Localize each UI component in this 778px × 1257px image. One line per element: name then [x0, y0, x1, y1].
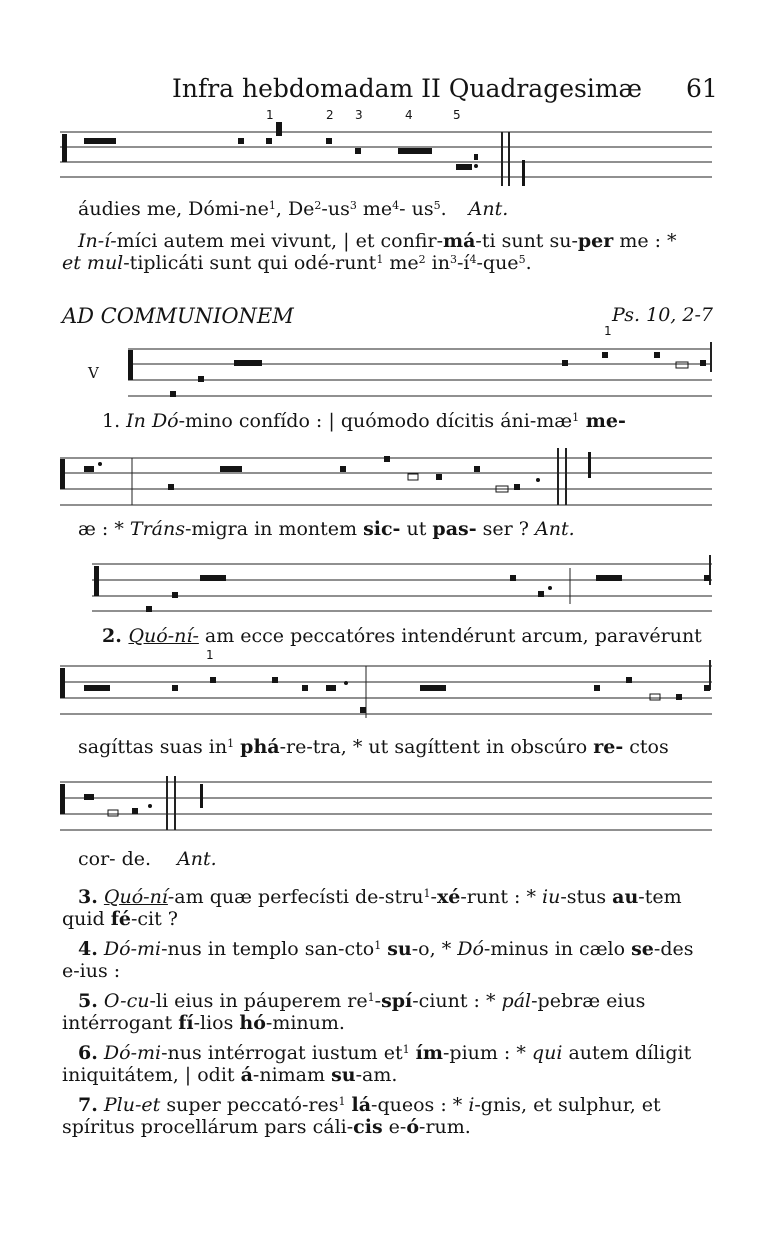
psalm-verse-7: 7. Plu-et super peccató-res$^1$ lá-queos : * i-gnis, et sulphur, et — [78, 1094, 661, 1116]
psalm-verse-5: 5. O-cu-li eius in páuperem $re^1-spí$-ciunt : * pál-pebræ eius — [78, 990, 646, 1012]
psalm-verse-4-cont: e-ius : — [62, 960, 121, 982]
section-title: AD COMMUNIONEM — [62, 304, 294, 328]
neumes-2 — [128, 350, 706, 397]
staff-4 — [92, 555, 712, 611]
chant-lyric-line: cor- de. Ant. — [78, 848, 217, 870]
staff-1 — [60, 132, 712, 186]
psalm-verse-line: et mul-tiplicáti sunt qui odé-runt$^1$ $me^2$ $in^3-í^4-que^5$. — [62, 252, 532, 274]
versicle-mark: V — [88, 364, 99, 382]
chant-lyric-line: æ : * Tráns-migra in montem sic- ut pas- ser ? Ant. — [78, 518, 575, 540]
tone-number: 3 — [355, 108, 363, 122]
neumes-6 — [60, 784, 203, 816]
page-number: 61 — [686, 74, 718, 103]
psalm-verse-5-cont: intérrogant fí-lios hó-minum. — [62, 1012, 345, 1034]
psalm-verse-3: 3. Quó-ní-am quæ perfecísti de-stru$^1$-xé-runt : * iu-stus au-tem — [78, 886, 682, 908]
psalm-verse-6-cont: iniquitátem, | odit á-nimam su-am. — [62, 1064, 398, 1086]
staff-2 — [128, 342, 712, 396]
psalm-verse-6: 6. Dó-mi-nus intérrogat iustum $et^1$ ím-pium : * qui autem díligit — [78, 1042, 692, 1064]
chant-lyric-line: áudies me, Dómi-$ne^1$, $De^2-us^3$ $me^4-$ $us^5$. Ant. — [78, 198, 509, 220]
tone-number: 5 — [453, 108, 461, 122]
chant-lyric-line: 2. Quó-ní- am ecce peccatóres intendérunt arcum, paravérunt — [102, 625, 702, 647]
neumes-5 — [60, 668, 710, 713]
chant-lyric-line: 1. In Dó-mino confído : | quómodo dícitis áni-$mæ^1$ me- — [102, 410, 626, 432]
tone-number: 4 — [405, 108, 413, 122]
tone-number: 1 — [206, 648, 214, 662]
staff-5 — [60, 660, 712, 718]
tone-number: 1 — [266, 108, 274, 122]
chant-lyric-line: sagíttas suas $in^1$ phá-re-tra, * ut sagíttent in obscúro re- ctos — [78, 736, 669, 758]
tone-number: 1 — [604, 324, 612, 338]
psalm-verse-line: In-í-míci autem mei vivunt, | et confir-má-ti sunt su-per me : * — [78, 230, 677, 252]
staff-6 — [60, 776, 712, 830]
psalm-verse-7-cont: spíritus procellárum pars cáli-cis e-ó-rum. — [62, 1116, 471, 1138]
neumes-4 — [94, 566, 710, 612]
tone-number: 2 — [326, 108, 334, 122]
psalm-reference: Ps. 10, 2-7 — [612, 304, 713, 326]
psalm-verse-3-cont: quid fé-cit ? — [62, 908, 178, 930]
running-title: Infra hebdomadam II Quadragesimæ — [172, 74, 643, 103]
psalm-verse-4: 4. Dó-mi-nus in templo san-cto$^1$ su-o, * Dó-minus in cælo se-des — [78, 938, 694, 960]
